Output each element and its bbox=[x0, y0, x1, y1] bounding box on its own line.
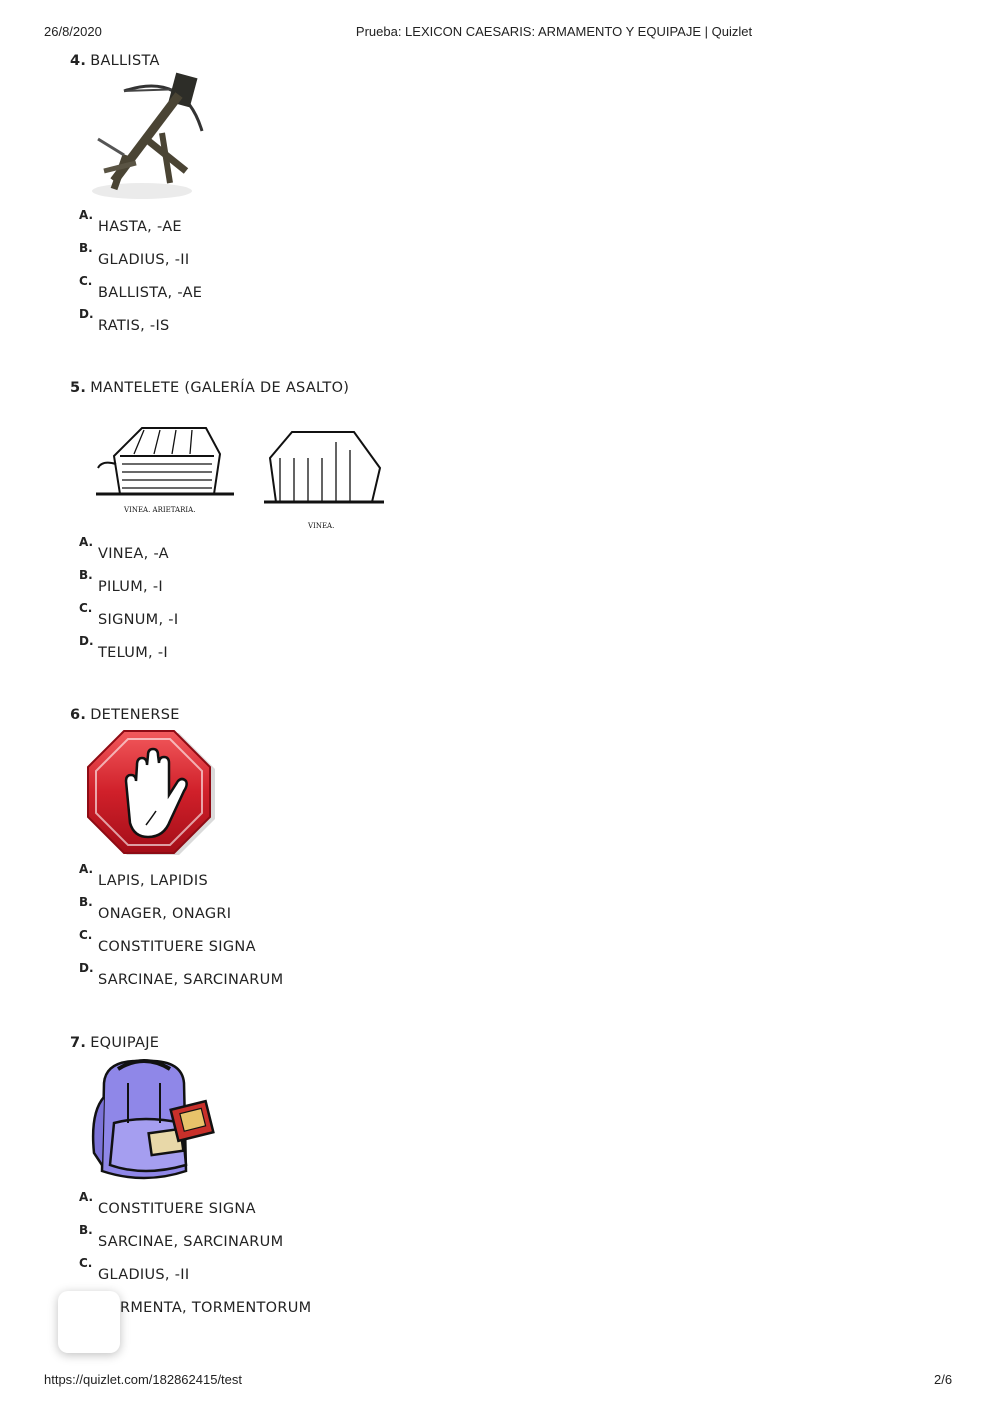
question-5 bbox=[70, 378, 670, 667]
choice-text: PILUM, -I bbox=[98, 579, 163, 595]
choice-d[interactable] bbox=[70, 961, 670, 994]
page-number: 2/6 bbox=[934, 1372, 953, 1387]
choice-d[interactable] bbox=[70, 307, 670, 340]
vinea-caption-left: VINEA. ARIETARIA. bbox=[124, 506, 196, 514]
choice-text: TELUM, -I bbox=[98, 645, 168, 661]
vinea-icon bbox=[94, 398, 670, 535]
choice-letter: A. bbox=[79, 1190, 94, 1204]
choice-letter: C. bbox=[79, 601, 93, 615]
choice-letter: A. bbox=[79, 535, 94, 549]
question-prompt bbox=[70, 705, 670, 725]
choice-text: SIGNUM, -I bbox=[98, 612, 179, 628]
choice-c[interactable] bbox=[70, 601, 670, 634]
choice-a[interactable] bbox=[70, 535, 670, 568]
choice-letter: B. bbox=[79, 895, 93, 909]
choice-d[interactable] bbox=[70, 634, 670, 667]
choice-text: SARCINAE, SARCINARUM bbox=[98, 1234, 284, 1250]
floating-action-button[interactable] bbox=[58, 1291, 120, 1353]
choice-letter: D. bbox=[79, 961, 94, 975]
print-date: 26/8/2020 bbox=[44, 24, 102, 39]
choice-b[interactable] bbox=[70, 568, 670, 601]
choice-b[interactable] bbox=[70, 895, 670, 928]
choice-text: LAPIS, LAPIDIS bbox=[98, 873, 208, 889]
choice-letter: D. bbox=[79, 634, 94, 648]
choice-b[interactable] bbox=[70, 241, 670, 274]
choice-letter: C. bbox=[79, 1256, 93, 1270]
question-6 bbox=[70, 705, 670, 994]
choice-letter: A. bbox=[79, 862, 94, 876]
choice-text: VINEA, -A bbox=[98, 546, 169, 562]
choice-text: HASTA, -AE bbox=[98, 219, 182, 235]
question-number: 7. bbox=[70, 1035, 87, 1051]
stop-hand-icon bbox=[86, 725, 670, 862]
choice-a[interactable] bbox=[70, 1190, 670, 1223]
question-text: MANTELETE (GALERÍA DE ASALTO) bbox=[90, 380, 350, 396]
choice-text: ONAGER, ONAGRI bbox=[98, 906, 232, 922]
choice-a[interactable] bbox=[70, 208, 670, 241]
choice-d[interactable] bbox=[70, 1289, 670, 1322]
ballista-icon bbox=[84, 71, 670, 208]
question-text: BALLISTA bbox=[90, 53, 160, 69]
choice-text: GLADIUS, -II bbox=[98, 252, 190, 268]
question-7 bbox=[70, 1033, 670, 1322]
choice-text: SARCINAE, SARCINARUM bbox=[98, 972, 284, 988]
page-title: Prueba: LEXICON CAESARIS: ARMAMENTO Y EQUIPAJE | Quizlet bbox=[355, 24, 753, 39]
choice-letter: B. bbox=[79, 568, 93, 582]
choice-text: RATIS, -IS bbox=[98, 318, 170, 334]
backpack-icon bbox=[84, 1053, 670, 1190]
choice-letter: C. bbox=[79, 274, 93, 288]
choice-letter: A. bbox=[79, 208, 94, 222]
question-number: 5. bbox=[70, 380, 87, 396]
question-text: EQUIPAJE bbox=[90, 1035, 160, 1051]
choice-b[interactable] bbox=[70, 1223, 670, 1256]
question-prompt bbox=[70, 1033, 670, 1053]
question-number: 6. bbox=[70, 707, 87, 723]
choice-text: CONSTITUERE SIGNA bbox=[98, 1201, 256, 1217]
vinea-caption-right: VINEA. bbox=[308, 522, 335, 530]
choice-c[interactable] bbox=[70, 1256, 670, 1289]
choice-text: RMENTA, TORMENTORUM bbox=[120, 1300, 312, 1316]
question-number: 4. bbox=[70, 53, 87, 69]
question-prompt bbox=[70, 51, 670, 71]
question-text: DETENERSE bbox=[90, 707, 180, 723]
choice-c[interactable] bbox=[70, 928, 670, 961]
choice-letter: B. bbox=[79, 241, 93, 255]
footer-url: https://quizlet.com/182862415/test bbox=[44, 1372, 243, 1387]
choice-letter: D. bbox=[79, 307, 94, 321]
choice-c[interactable] bbox=[70, 274, 670, 307]
choice-letter: C. bbox=[79, 928, 93, 942]
choice-text: GLADIUS, -II bbox=[98, 1267, 190, 1283]
choice-letter: B. bbox=[79, 1223, 93, 1237]
question-4 bbox=[70, 51, 670, 340]
choice-text: BALLISTA, -AE bbox=[98, 285, 203, 301]
choice-text: CONSTITUERE SIGNA bbox=[98, 939, 256, 955]
choice-a[interactable] bbox=[70, 862, 670, 895]
question-prompt bbox=[70, 378, 670, 398]
